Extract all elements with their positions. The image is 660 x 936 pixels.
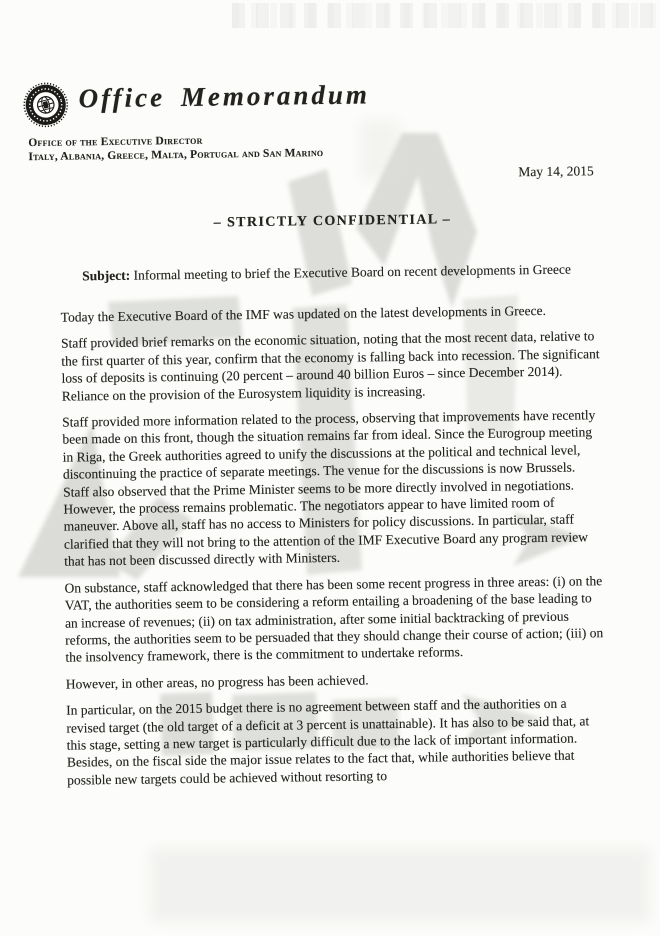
subject-line — [82, 261, 627, 285]
memo-body — [61, 301, 609, 798]
memo-paragraph: Staff provided brief remarks on the economic situation, noting that the most recent data, relative to the first quarter of this year, confirm that the economy is falling back into recession. The significant loss of deposits is continuing (20 percent – around 40 billion Euros – since December 2014). Reliance on the provision of the Eurosystem liquidity is increasing. — [60, 328, 600, 404]
office-identification — [28, 133, 323, 164]
office-line-2: Italy, Albania, Greece, Malta, Portugal and San Marino — [28, 146, 324, 163]
memo-title: Office Memorandum — [78, 79, 371, 114]
memo-paragraph: Today the Executive Board of the IMF was updated on the latest developments in Greece. — [60, 302, 547, 325]
classification-banner: – STRICTLY CONFIDENTIAL – — [213, 212, 452, 231]
subject-label: Subject: — [82, 267, 131, 284]
memo-paragraph: However, in other areas, no progress has been achieved. — [65, 672, 369, 692]
memo-date: May 14, 2015 — [518, 163, 594, 180]
imf-seal-logo — [18, 77, 74, 133]
subject-text: Informal meeting to brief the Executive Board on recent developments in Greece — [133, 261, 572, 283]
memo-paragraph: Staff provided more information related to the process, observing that improvements have recently been made on this front, though the situation remains far from ideal. Since the Eurogroup meeting in Riga, the Greek authorities agreed to unify the discussions at the political and technical level, discontinuing the practice of separate meetings. The venue for the discussions is now Brussels. Staff also observed that the Prime Minister seems to be more directly involved in negotiations. However, the process remains problematic. The negotiators appear to have limited room of maneuver. Above all, staff has no access to Ministers for policy discussions. In particular, staff clarified that they will not bring to the attention of the IMF Executive Board any program review that has not been discussed directly with Ministers. — [62, 407, 596, 569]
memo-paragraph: On substance, staff acknowledged that there has been some recent progress in three areas: (i) on the VAT, the authorities seem to be considering a reform entailing a broadening of the base leading to an increase of revenues; (ii) on tax administration, after some initial backtracking of previous reforms, the authorities seem to be persuaded that they should change their course of action; (iii) on the insolvency framework, there is the commitment to undertake reforms. — [64, 572, 604, 665]
memo-paragraph: In particular, on the 2015 budget there is no agreement between staff and the authorities on a revised target (the old target of a deficit at 3 percent is unattainable). It has also to be said that, at this stage, setting a new target is particularly difficult due to the lack of important information. Besides, on the fiscal side the major issue relates to the fact that, while authorities believe that possible new targets could be achieved without resorting to — [66, 695, 590, 788]
office-line-1: Office of the Executive Director — [28, 134, 203, 150]
